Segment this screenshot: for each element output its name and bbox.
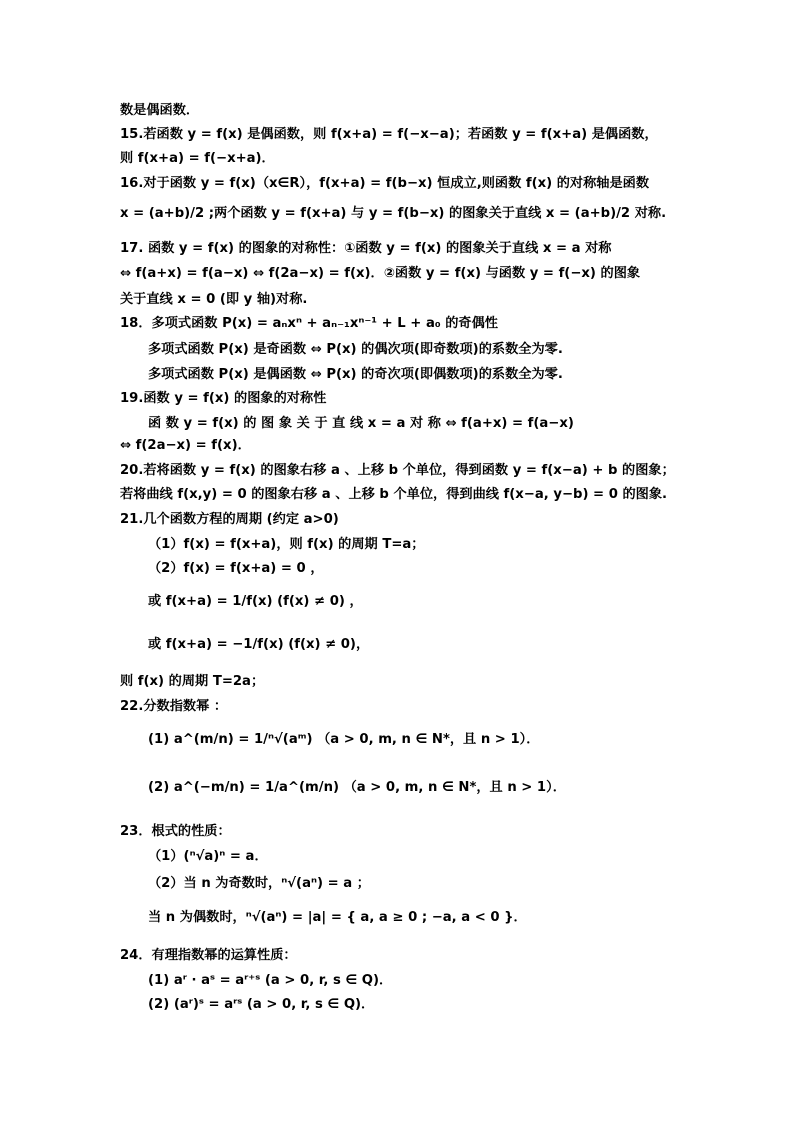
text-line: 数是偶函数． [120,103,200,118]
text-line: 则 f(x) 的周期 T=2a； [120,674,265,689]
text-line: 16.对于函数 y = f(x)（x∈R），f(x+a) = f(b−x) 恒成立,则函数 f(x) 的对称轴是函数 [120,176,650,191]
text-line: 21.几个函数方程的周期 (约定 a>0) [120,512,339,527]
text-line: ⇔ f(2a−x) = f(x)． [120,438,251,453]
text-line: 若将曲线 f(x,y) = 0 的图象右移 a 、上移 b 个单位，得到曲线 f(x−a, y−b) = 0 的图象. [120,487,668,502]
text-line: 22.分数指数幂 ： [120,699,228,714]
text-line: 或 f(x+a) = −1/f(x) (f(x) ≠ 0)， [148,637,370,652]
text-line: 24．有理指数幂的运算性质： [120,948,297,963]
text-line: (2) (aʳ)ˢ = aʳˢ (a > 0, r, s ∈ Q)． [148,997,375,1012]
text-line: 23．根式的性质： [120,824,231,839]
text-line: 17. 函数 y = f(x) 的图象的对称性：①函数 y = f(x) 的图象关于直线 x = a 对称 [120,241,612,256]
text-line: 多项式函数 P(x) 是奇函数 ⇔ P(x) 的偶次项(即奇数项)的系数全为零. [148,342,563,357]
text-line: 20.若将函数 y = f(x) 的图象右移 a 、上移 b 个单位，得到函数 y = f(x−a) + b 的图象； [120,463,675,478]
text-line: (2) a^(−m/n) = 1/a^(m/n) （a > 0, m, n ∈ N*，且 n > 1）． [148,780,566,795]
text-line: x = (a+b)/2 ;两个函数 y = f(x+a) 与 y = f(b−x) 的图象关于直线 x = (a+b)/2 对称. [120,206,667,221]
text-line: （2）f(x) = f(x+a) = 0 ， [148,561,324,576]
text-line: 当 n 为偶数时，ⁿ√(aⁿ) = |a| = { a, a ≥ 0 ; −a, a < 0 }． [148,910,527,925]
text-line: （1）f(x) = f(x+a)，则 f(x) 的周期 T=a； [148,537,425,552]
text-line: 函 数 y = f(x) 的 图 象 关 于 直 线 x = a 对 称 ⇔ f(a+x) = f(a−x) [148,416,574,431]
text-line: 15.若函数 y = f(x) 是偶函数，则 f(x+a) = f(−x−a)；若函数 y = f(x+a) 是偶函数， [120,127,658,142]
text-line: 则 f(x+a) = f(−x+a)． [120,151,275,166]
text-line: (1) a^(m/n) = 1/ⁿ√(aᵐ) （a > 0, m, n ∈ N*，且 n > 1）． [148,732,540,747]
text-line: 或 f(x+a) = 1/f(x) (f(x) ≠ 0) ， [148,594,363,609]
text-line: （1）(ⁿ√a)ⁿ = a． [148,849,268,864]
text-line: （2）当 n 为奇数时，ⁿ√(aⁿ) = a ； [148,876,370,891]
text-line: 多项式函数 P(x) 是偶函数 ⇔ P(x) 的奇次项(即偶数项)的系数全为零. [148,367,563,382]
text-line: 19.函数 y = f(x) 的图象的对称性 [120,391,327,406]
text-line: ⇔ f(a+x) = f(a−x) ⇔ f(2a−x) = f(x)．②函数 y = f(x) 与函数 y = f(−x) 的图象 [120,266,641,281]
text-line: 关于直线 x = 0 (即 y 轴)对称. [120,292,308,307]
text-line: (1) aʳ · aˢ = aʳ⁺ˢ (a > 0, r, s ∈ Q)． [148,973,393,988]
text-line: 18．多项式函数 P(x) = aₙxⁿ + aₙ₋₁xⁿ⁻¹ + L + a₀ 的奇偶性 [120,316,498,331]
